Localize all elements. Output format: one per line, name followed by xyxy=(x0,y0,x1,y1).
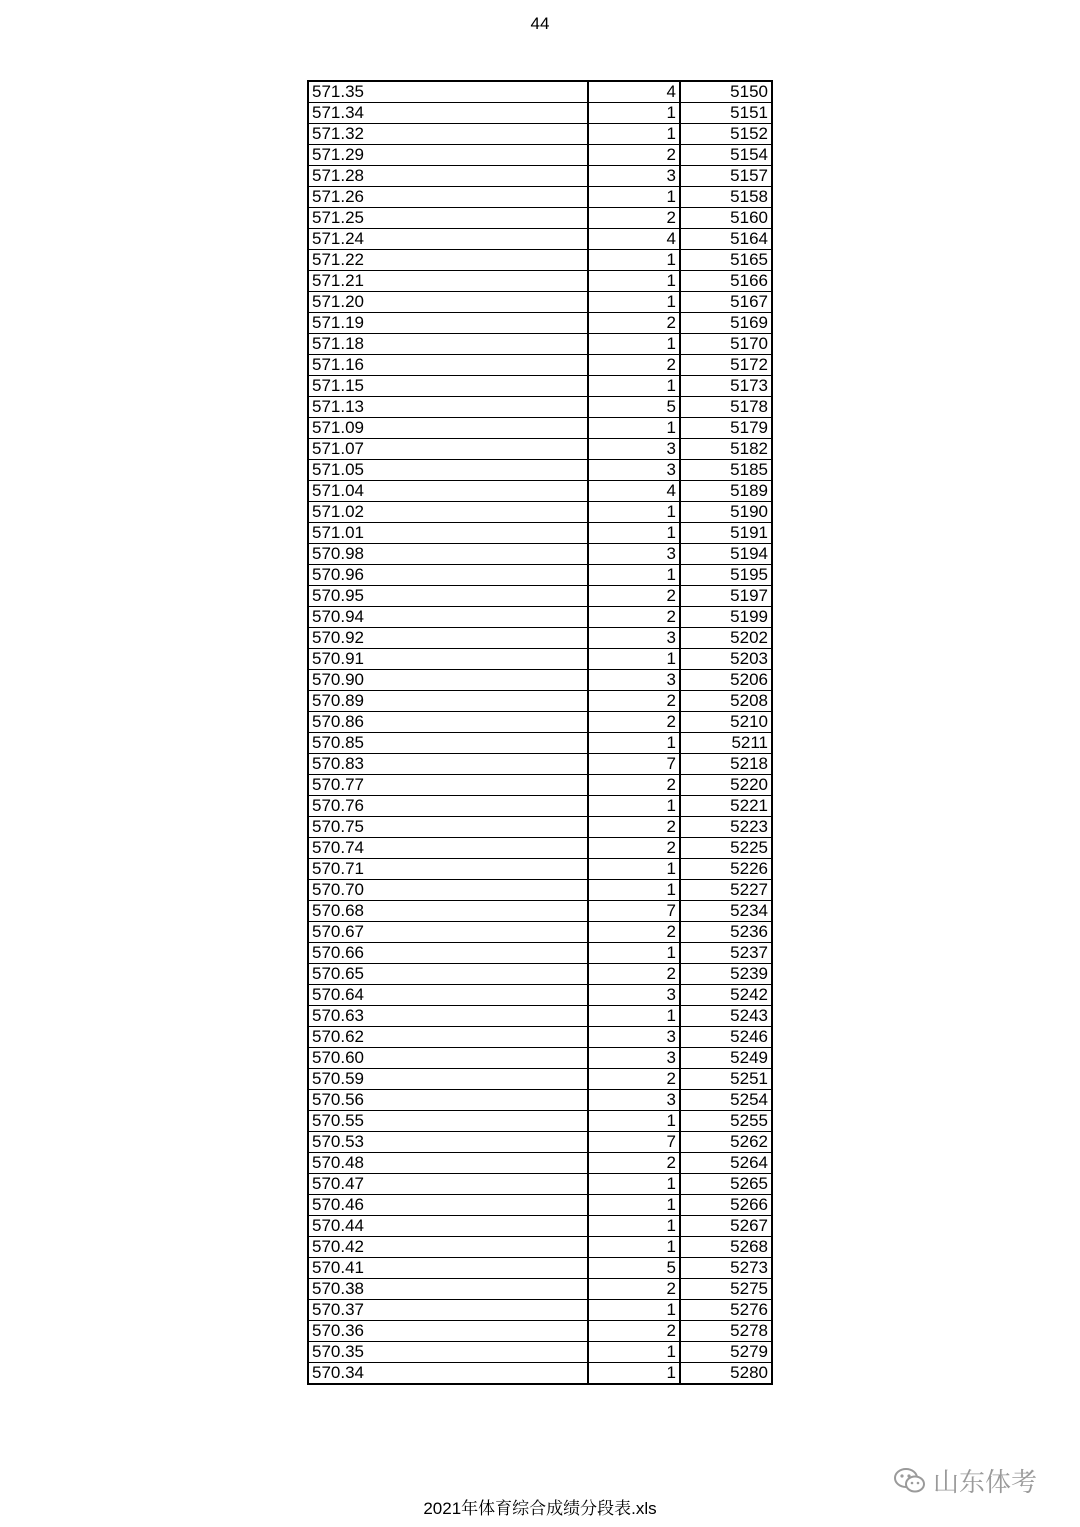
cumulative-cell: 5226 xyxy=(680,859,772,880)
cumulative-cell: 5195 xyxy=(680,565,772,586)
watermark xyxy=(893,1462,1037,1499)
cumulative-cell: 5243 xyxy=(680,1006,772,1027)
table-row xyxy=(308,166,772,187)
table-row xyxy=(308,1216,772,1237)
count-cell: 1 xyxy=(588,1006,680,1027)
count-cell: 2 xyxy=(588,691,680,712)
count-cell: 1 xyxy=(588,292,680,313)
score-cell: 571.04 xyxy=(308,481,588,502)
table-row xyxy=(308,229,772,250)
score-cell: 571.15 xyxy=(308,376,588,397)
score-cell: 571.05 xyxy=(308,460,588,481)
score-cell: 570.63 xyxy=(308,1006,588,1027)
count-cell: 2 xyxy=(588,1279,680,1300)
count-cell: 4 xyxy=(588,229,680,250)
score-cell: 570.75 xyxy=(308,817,588,838)
score-cell: 570.83 xyxy=(308,754,588,775)
cumulative-cell: 5208 xyxy=(680,691,772,712)
score-table-body xyxy=(308,81,772,1384)
count-cell: 1 xyxy=(588,943,680,964)
score-cell: 570.41 xyxy=(308,1258,588,1279)
score-cell: 571.07 xyxy=(308,439,588,460)
cumulative-cell: 5254 xyxy=(680,1090,772,1111)
count-cell: 1 xyxy=(588,1174,680,1195)
cumulative-cell: 5273 xyxy=(680,1258,772,1279)
score-cell: 570.34 xyxy=(308,1363,588,1385)
score-cell: 570.98 xyxy=(308,544,588,565)
count-cell: 1 xyxy=(588,271,680,292)
score-cell: 570.59 xyxy=(308,1069,588,1090)
cumulative-cell: 5211 xyxy=(680,733,772,754)
count-cell: 4 xyxy=(588,481,680,502)
count-cell: 1 xyxy=(588,796,680,817)
watermark-text: 山东体考 xyxy=(933,1467,1038,1497)
table-row xyxy=(308,775,772,796)
count-cell: 2 xyxy=(588,964,680,985)
score-cell: 571.16 xyxy=(308,355,588,376)
score-cell: 570.74 xyxy=(308,838,588,859)
table-row xyxy=(308,1258,772,1279)
cumulative-cell: 5246 xyxy=(680,1027,772,1048)
score-cell: 571.13 xyxy=(308,397,588,418)
count-cell: 1 xyxy=(588,418,680,439)
table-row xyxy=(308,607,772,628)
table-row xyxy=(308,838,772,859)
table-row xyxy=(308,313,772,334)
cumulative-cell: 5172 xyxy=(680,355,772,376)
count-cell: 2 xyxy=(588,817,680,838)
cumulative-cell: 5275 xyxy=(680,1279,772,1300)
count-cell: 1 xyxy=(588,1363,680,1385)
table-row xyxy=(308,1300,772,1321)
cumulative-cell: 5189 xyxy=(680,481,772,502)
table-row xyxy=(308,81,772,103)
count-cell: 1 xyxy=(588,1237,680,1258)
count-cell: 3 xyxy=(588,628,680,649)
count-cell: 2 xyxy=(588,586,680,607)
score-cell: 570.38 xyxy=(308,1279,588,1300)
cumulative-cell: 5279 xyxy=(680,1342,772,1363)
table-row xyxy=(308,733,772,754)
count-cell: 1 xyxy=(588,1216,680,1237)
cumulative-cell: 5167 xyxy=(680,292,772,313)
cumulative-cell: 5266 xyxy=(680,1195,772,1216)
table-row xyxy=(308,922,772,943)
cumulative-cell: 5236 xyxy=(680,922,772,943)
score-cell: 570.89 xyxy=(308,691,588,712)
score-cell: 571.26 xyxy=(308,187,588,208)
cumulative-cell: 5179 xyxy=(680,418,772,439)
table-row xyxy=(308,670,772,691)
cumulative-cell: 5151 xyxy=(680,103,772,124)
cumulative-cell: 5276 xyxy=(680,1300,772,1321)
table-row xyxy=(308,1195,772,1216)
cumulative-cell: 5255 xyxy=(680,1111,772,1132)
cumulative-cell: 5178 xyxy=(680,397,772,418)
table-row xyxy=(308,271,772,292)
table-row xyxy=(308,502,772,523)
table-row xyxy=(308,544,772,565)
cumulative-cell: 5165 xyxy=(680,250,772,271)
table-row xyxy=(308,250,772,271)
footer-filename: 2021年体育综合成绩分段表.xls xyxy=(423,1499,657,1518)
table-row xyxy=(308,292,772,313)
cumulative-cell: 5239 xyxy=(680,964,772,985)
table-row xyxy=(308,964,772,985)
table-row xyxy=(308,1174,772,1195)
table-row xyxy=(308,943,772,964)
table-row xyxy=(308,1321,772,1342)
count-cell: 2 xyxy=(588,1153,680,1174)
cumulative-cell: 5158 xyxy=(680,187,772,208)
count-cell: 3 xyxy=(588,1048,680,1069)
table-row xyxy=(308,628,772,649)
score-cell: 570.94 xyxy=(308,607,588,628)
score-cell: 570.65 xyxy=(308,964,588,985)
count-cell: 1 xyxy=(588,1111,680,1132)
table-row xyxy=(308,334,772,355)
score-cell: 571.18 xyxy=(308,334,588,355)
score-cell: 571.01 xyxy=(308,523,588,544)
count-cell: 2 xyxy=(588,208,680,229)
table-row xyxy=(308,817,772,838)
count-cell: 1 xyxy=(588,565,680,586)
count-cell: 1 xyxy=(588,733,680,754)
count-cell: 3 xyxy=(588,166,680,187)
cumulative-cell: 5234 xyxy=(680,901,772,922)
cumulative-cell: 5210 xyxy=(680,712,772,733)
table-row xyxy=(308,1090,772,1111)
page-number: 44 xyxy=(530,14,550,33)
table-row xyxy=(308,1048,772,1069)
count-cell: 1 xyxy=(588,376,680,397)
cumulative-cell: 5227 xyxy=(680,880,772,901)
table-row xyxy=(308,901,772,922)
score-cell: 570.36 xyxy=(308,1321,588,1342)
cumulative-cell: 5242 xyxy=(680,985,772,1006)
cumulative-cell: 5173 xyxy=(680,376,772,397)
cumulative-cell: 5152 xyxy=(680,124,772,145)
score-cell: 570.35 xyxy=(308,1342,588,1363)
count-cell: 7 xyxy=(588,901,680,922)
table-row xyxy=(308,586,772,607)
cumulative-cell: 5182 xyxy=(680,439,772,460)
count-cell: 2 xyxy=(588,355,680,376)
count-cell: 3 xyxy=(588,439,680,460)
score-cell: 570.71 xyxy=(308,859,588,880)
score-cell: 570.95 xyxy=(308,586,588,607)
score-cell: 571.35 xyxy=(308,81,588,103)
count-cell: 1 xyxy=(588,880,680,901)
score-cell: 571.02 xyxy=(308,502,588,523)
table-row xyxy=(308,649,772,670)
count-cell: 2 xyxy=(588,838,680,859)
cumulative-cell: 5191 xyxy=(680,523,772,544)
score-cell: 571.21 xyxy=(308,271,588,292)
score-cell: 570.60 xyxy=(308,1048,588,1069)
cumulative-cell: 5221 xyxy=(680,796,772,817)
score-cell: 570.56 xyxy=(308,1090,588,1111)
score-cell: 570.70 xyxy=(308,880,588,901)
table-row xyxy=(308,712,772,733)
count-cell: 1 xyxy=(588,187,680,208)
cumulative-cell: 5280 xyxy=(680,1363,772,1385)
score-cell: 570.48 xyxy=(308,1153,588,1174)
cumulative-cell: 5206 xyxy=(680,670,772,691)
score-cell: 570.76 xyxy=(308,796,588,817)
score-cell: 571.22 xyxy=(308,250,588,271)
score-cell: 571.24 xyxy=(308,229,588,250)
cumulative-cell: 5194 xyxy=(680,544,772,565)
table-row xyxy=(308,985,772,1006)
score-cell: 571.25 xyxy=(308,208,588,229)
score-cell: 570.77 xyxy=(308,775,588,796)
count-cell: 1 xyxy=(588,124,680,145)
cumulative-cell: 5154 xyxy=(680,145,772,166)
cumulative-cell: 5190 xyxy=(680,502,772,523)
cumulative-cell: 5237 xyxy=(680,943,772,964)
count-cell: 4 xyxy=(588,81,680,103)
cumulative-cell: 5264 xyxy=(680,1153,772,1174)
cumulative-cell: 5251 xyxy=(680,1069,772,1090)
cumulative-cell: 5278 xyxy=(680,1321,772,1342)
cumulative-cell: 5160 xyxy=(680,208,772,229)
cumulative-cell: 5249 xyxy=(680,1048,772,1069)
table-row xyxy=(308,1237,772,1258)
count-cell: 1 xyxy=(588,523,680,544)
table-row xyxy=(308,460,772,481)
table-row xyxy=(308,1153,772,1174)
cumulative-cell: 5225 xyxy=(680,838,772,859)
cumulative-cell: 5218 xyxy=(680,754,772,775)
table-row xyxy=(308,1342,772,1363)
count-cell: 3 xyxy=(588,1027,680,1048)
table-row xyxy=(308,1132,772,1153)
count-cell: 7 xyxy=(588,754,680,775)
table-row xyxy=(308,754,772,775)
count-cell: 3 xyxy=(588,985,680,1006)
table-row xyxy=(308,1027,772,1048)
cumulative-cell: 5262 xyxy=(680,1132,772,1153)
score-cell: 570.90 xyxy=(308,670,588,691)
count-cell: 1 xyxy=(588,1342,680,1363)
score-table xyxy=(307,80,773,1385)
count-cell: 5 xyxy=(588,1258,680,1279)
table-row xyxy=(308,523,772,544)
cumulative-cell: 5170 xyxy=(680,334,772,355)
table-row xyxy=(308,859,772,880)
count-cell: 2 xyxy=(588,712,680,733)
count-cell: 1 xyxy=(588,502,680,523)
table-row xyxy=(308,1069,772,1090)
count-cell: 1 xyxy=(588,859,680,880)
wechat-icon xyxy=(893,1466,927,1496)
score-cell: 570.46 xyxy=(308,1195,588,1216)
count-cell: 3 xyxy=(588,460,680,481)
score-cell: 571.32 xyxy=(308,124,588,145)
table-row xyxy=(308,1363,772,1385)
count-cell: 1 xyxy=(588,1195,680,1216)
cumulative-cell: 5202 xyxy=(680,628,772,649)
cumulative-cell: 5197 xyxy=(680,586,772,607)
score-cell: 570.86 xyxy=(308,712,588,733)
score-cell: 570.37 xyxy=(308,1300,588,1321)
table-row xyxy=(308,418,772,439)
cumulative-cell: 5164 xyxy=(680,229,772,250)
score-cell: 570.47 xyxy=(308,1174,588,1195)
count-cell: 2 xyxy=(588,775,680,796)
table-row xyxy=(308,397,772,418)
table-row xyxy=(308,1006,772,1027)
count-cell: 1 xyxy=(588,103,680,124)
count-cell: 2 xyxy=(588,145,680,166)
score-cell: 571.19 xyxy=(308,313,588,334)
count-cell: 1 xyxy=(588,250,680,271)
score-cell: 570.55 xyxy=(308,1111,588,1132)
score-cell: 570.62 xyxy=(308,1027,588,1048)
count-cell: 7 xyxy=(588,1132,680,1153)
count-cell: 1 xyxy=(588,1300,680,1321)
count-cell: 2 xyxy=(588,1069,680,1090)
count-cell: 2 xyxy=(588,607,680,628)
count-cell: 2 xyxy=(588,313,680,334)
score-cell: 571.29 xyxy=(308,145,588,166)
score-cell: 570.44 xyxy=(308,1216,588,1237)
table-row xyxy=(308,355,772,376)
cumulative-cell: 5220 xyxy=(680,775,772,796)
score-cell: 570.66 xyxy=(308,943,588,964)
cumulative-cell: 5157 xyxy=(680,166,772,187)
count-cell: 2 xyxy=(588,922,680,943)
score-cell: 570.85 xyxy=(308,733,588,754)
score-cell: 570.67 xyxy=(308,922,588,943)
table-row xyxy=(308,103,772,124)
cumulative-cell: 5223 xyxy=(680,817,772,838)
table-row xyxy=(308,1111,772,1132)
table-row xyxy=(308,145,772,166)
score-cell: 571.09 xyxy=(308,418,588,439)
score-cell: 570.64 xyxy=(308,985,588,1006)
table-row xyxy=(308,124,772,145)
table-row xyxy=(308,439,772,460)
score-cell: 571.34 xyxy=(308,103,588,124)
table-row xyxy=(308,376,772,397)
cumulative-cell: 5199 xyxy=(680,607,772,628)
cumulative-cell: 5169 xyxy=(680,313,772,334)
score-cell: 570.96 xyxy=(308,565,588,586)
cumulative-cell: 5268 xyxy=(680,1237,772,1258)
score-cell: 571.28 xyxy=(308,166,588,187)
score-cell: 570.53 xyxy=(308,1132,588,1153)
table-row xyxy=(308,565,772,586)
table-row xyxy=(308,880,772,901)
count-cell: 5 xyxy=(588,397,680,418)
cumulative-cell: 5267 xyxy=(680,1216,772,1237)
cumulative-cell: 5185 xyxy=(680,460,772,481)
table-row xyxy=(308,796,772,817)
score-cell: 571.20 xyxy=(308,292,588,313)
table-row xyxy=(308,187,772,208)
cumulative-cell: 5265 xyxy=(680,1174,772,1195)
count-cell: 1 xyxy=(588,649,680,670)
table-row xyxy=(308,1279,772,1300)
count-cell: 3 xyxy=(588,1090,680,1111)
count-cell: 3 xyxy=(588,544,680,565)
table-row xyxy=(308,208,772,229)
table-row xyxy=(308,481,772,502)
score-cell: 570.42 xyxy=(308,1237,588,1258)
cumulative-cell: 5150 xyxy=(680,81,772,103)
score-cell: 570.68 xyxy=(308,901,588,922)
table-row xyxy=(308,691,772,712)
count-cell: 1 xyxy=(588,334,680,355)
score-cell: 570.91 xyxy=(308,649,588,670)
count-cell: 3 xyxy=(588,670,680,691)
count-cell: 2 xyxy=(588,1321,680,1342)
score-cell: 570.92 xyxy=(308,628,588,649)
cumulative-cell: 5203 xyxy=(680,649,772,670)
cumulative-cell: 5166 xyxy=(680,271,772,292)
